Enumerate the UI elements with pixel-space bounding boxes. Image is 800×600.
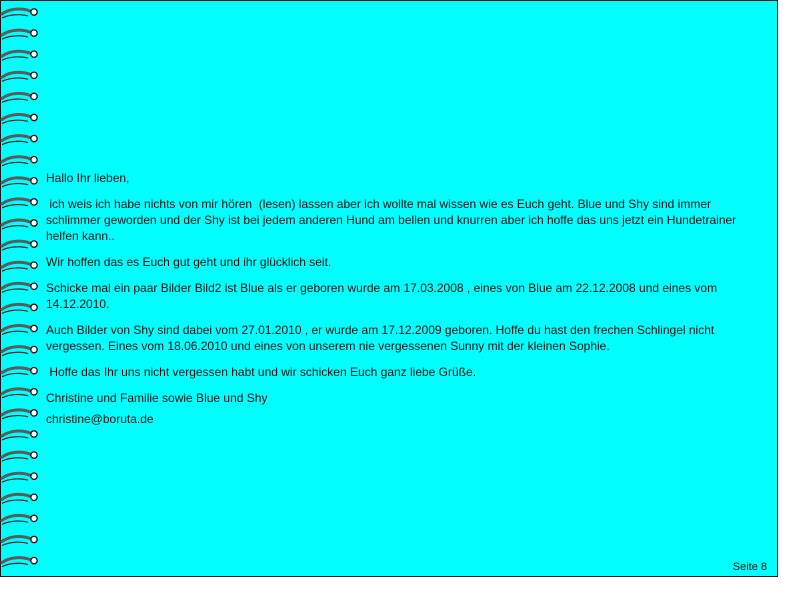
greeting-text: Hallo Ihr lieben, xyxy=(46,171,130,185)
spiral-loop xyxy=(2,135,37,144)
spiral-loop xyxy=(2,9,37,18)
spiral-loop xyxy=(2,241,37,250)
spiral-loop xyxy=(2,114,37,123)
spiral-loop xyxy=(2,304,37,313)
spiral-loop xyxy=(2,452,37,461)
spiral-loop xyxy=(2,515,37,524)
spiral-loop xyxy=(2,72,37,81)
spiral-loop xyxy=(2,262,37,271)
spiral-loop xyxy=(2,283,37,292)
spiral-loop xyxy=(2,536,37,545)
spiral-loop xyxy=(2,368,37,377)
spiral-loop xyxy=(2,473,37,482)
letter-paragraph-1: ich weis ich habe nichts von mir hören (lesen) lassen aber ich wollte mal wissen wie es Euch geht. Blue und Shy sind immer schlimmer geworden und der Shy ist bei jedem anderen Hund am bellen und knurren aber ich hoffe das uns jetzt ein Hundetrainer helfen kann.. xyxy=(46,197,740,243)
spiral-loop xyxy=(2,178,37,187)
letter-paragraph-3: Schicke mal ein paar Bilder Bild2 ist Blue als er geboren wurde am 17.03.2008 , eines von Blue am 22.12.2008 und eines vom 14.12.2010. xyxy=(46,281,718,311)
spiral-binding-icon xyxy=(0,0,42,580)
letter-paragraph-2: Wir hoffen das es Euch gut geht und ihr glücklich seit. xyxy=(46,255,332,269)
spiral-loop xyxy=(2,199,37,208)
letter-content xyxy=(46,170,764,437)
letter-paragraph-5: Hoffe das Ihr uns nicht vergessen habt und wir schicken Euch ganz liebe Grüße. xyxy=(46,365,477,379)
letter-paragraph-4: Auch Bilder von Shy sind dabei vom 27.01.2010 , er wurde am 17.12.2009 geboren. Hoffe du hast den frechen Schlingel nicht vergessen. Eines vom 18.06.2010 und eines von unserem nie vergessenen Sunny mit der kleinen Sophie. xyxy=(46,323,715,353)
spiral-loop xyxy=(2,410,37,419)
spiral-loop xyxy=(2,51,37,60)
spiral-loop xyxy=(2,346,37,355)
spiral-loop xyxy=(2,325,37,334)
spiral-loop xyxy=(2,220,37,229)
spiral-loop xyxy=(2,494,37,503)
spiral-loop xyxy=(2,93,37,102)
signature-text: Christine und Familie sowie Blue und Shy xyxy=(46,391,268,405)
spiral-loop xyxy=(2,157,37,166)
spiral-loop xyxy=(2,30,37,39)
spiral-loop xyxy=(2,389,37,398)
spiral-loop xyxy=(2,557,37,566)
email-link[interactable]: christine@boruta.de xyxy=(46,412,154,426)
spiral-loop xyxy=(2,431,37,440)
page-number: Seite 8 xyxy=(732,561,767,573)
